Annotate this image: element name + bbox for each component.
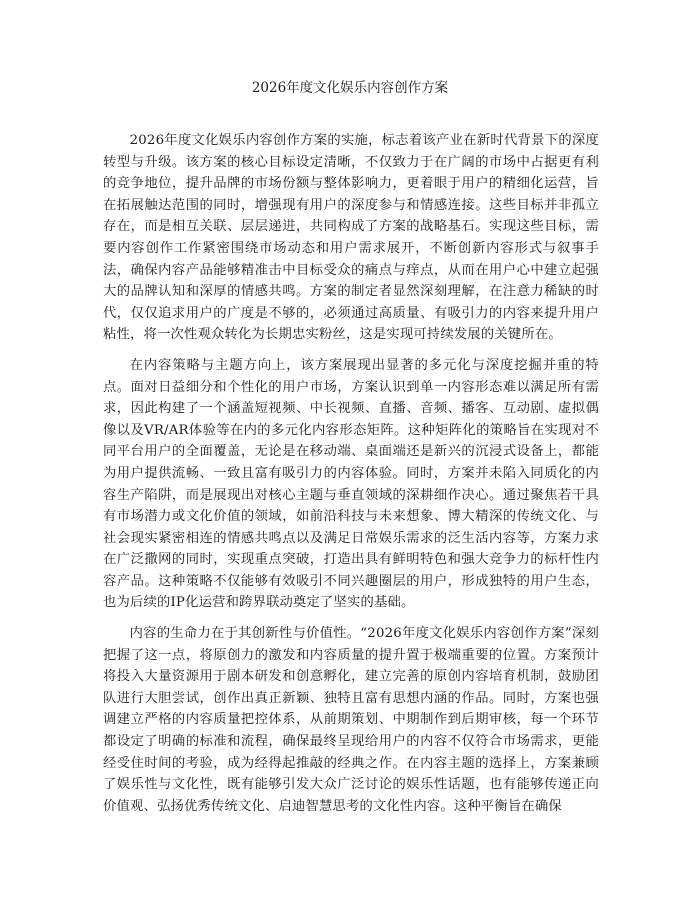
paragraph-3: 内容的生命力在于其创新性与价值性。“2026年度文化娱乐内容创作方案”深刻把握了这一点，将原创力的激发和内容质量的提升置于极端重要的位置。方案预计将投入大量资源用于剧本研发和创意孵化，建立完善的原创内容培育机制，鼓励团队进行大胆尝试，创作出真正新颖、独特且富有思想内涵的作品。同时，方案也强调建立严格的内容质量把控体系，从前期策划、中期制作到后期审核，每一个环节都设定了明确的标准和流程，确保最终呈现给用户的内容不仅符合市场需求，更能经受住时间的考验，成为经得起推敲的经典之作。在内容主题的选择上，方案兼顾了娱乐性与文化性，既有能够引发大众广泛讨论的娱乐性话题，也有能够传递正向价值观、弘扬优秀传统文化、启迪智慧思考的文化性内容。这种平衡旨在确保 xyxy=(103,626,599,814)
document-body xyxy=(103,130,599,817)
document-title: 2026年度文化娱乐内容创作方案 xyxy=(251,80,449,96)
paragraph-1: 2026年度文化娱乐内容创作方案的实施，标志着该产业在新时代背景下的深度转型与升级。该方案的核心目标设定清晰，不仅致力于在广阔的市场中占据更有利的竞争地位，提升品牌的市场份额与整体影响力，更着眼于用户的精细化运营，旨在拓展触达范围的同时，增强现有用户的深度参与和情感连接。这些目标并非孤立存在，而是相互关联、层层递进，共同构成了方案的战略基石。实现这些目标，需要内容创作工作紧密围绕市场动态和用户需求展开，不断创新内容形式与叙事手法，确保内容产品能够精准击中目标受众的痛点与痒点，从而在用户心中建立起强大的品牌认知和深厚的情感共鸣。方案的制定者显然深刻理解，在注意力稀缺的时代，仅仅追求用户的广度是不够的，必须通过高质量、有吸引力的内容来提升用户粘性，将一次性观众转化为长期忠实粉丝，这是实现可持续发展的关键所在。 xyxy=(103,133,599,343)
paragraph-2: 在内容策略与主题方向上，该方案展现出显著的多元化与深度挖掘并重的特点。面对日益细分和个性化的用户市场，方案认识到单一内容形态难以满足所有需求，因此构建了一个涵盖短视频、中长视频、直播、音频、播客、互动剧、虚拟偶像以及VR/AR体验等在内的多元化内容形态矩阵。这种矩阵化的策略旨在实现对不同平台用户的全面覆盖，无论是在移动端、桌面端还是新兴的沉浸式设备上，都能为用户提供流畅、一致且富有吸引力的内容体验。同时，方案并未陷入同质化的内容生产陷阱，而是展现出对核心主题与垂直领域的深耕细作决心。通过聚焦若干具有市场潜力或文化价值的领域，如前沿科技与未来想象、博大精深的传统文化、与社会现实紧密相连的情感共鸣点以及满足日常娱乐需求的泛生活内容等，方案力求在广泛撒网的同时，实现重点突破，打造出具有鲜明特色和强大竞争力的标杆性内容产品。这种策略不仅能够有效吸引不同兴趣圈层的用户，形成独特的用户生态，也为后续的IP化运营和跨界联动奠定了坚实的基础。 xyxy=(103,357,599,611)
